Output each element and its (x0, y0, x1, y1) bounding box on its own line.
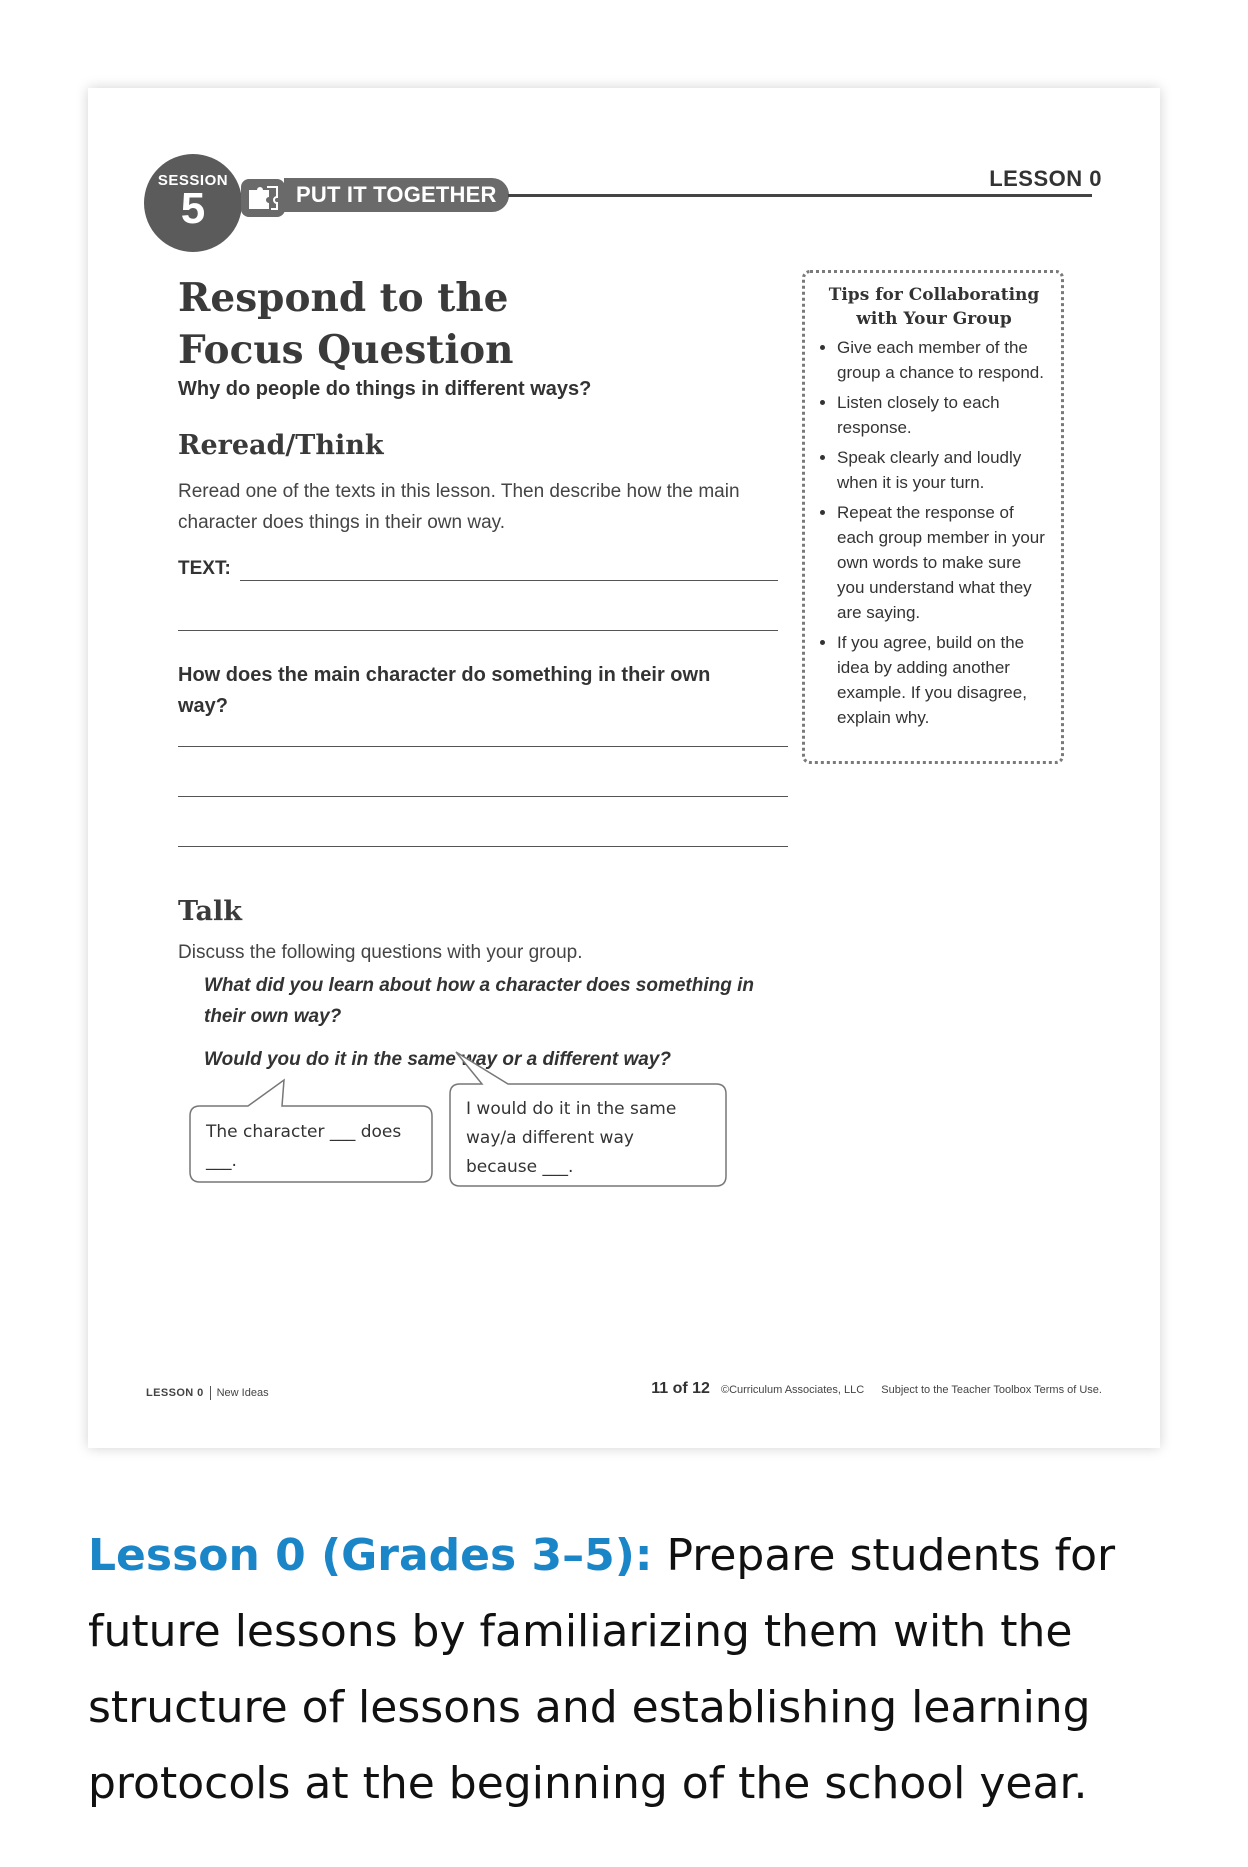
caption (88, 1518, 1168, 1822)
tips-list (817, 335, 1051, 730)
worksheet-page (88, 88, 1160, 1448)
talk-question-2: Would you do it in the same way or a different way? (204, 1049, 671, 1070)
footer-left (146, 1386, 269, 1400)
title-line-2: Focus Question (178, 327, 514, 373)
page-number: 11 of 12 (651, 1380, 710, 1397)
main-question: How does the main character do something in their own way? (178, 664, 711, 717)
session-label: SESSION (157, 172, 229, 189)
caption-lead: Lesson 0 (Grades 3–5): (88, 1530, 653, 1581)
tip-item: • Give each member of the group a chance to respond. (837, 335, 1051, 385)
reread-heading: Reread/Think (178, 430, 384, 461)
tip-item: • Repeat the response of each group member in your own words to make sure you understand what they are saying. (837, 500, 1051, 625)
talk-heading: Talk (178, 896, 242, 927)
focus-question: Why do people do things in different ways? (178, 378, 592, 400)
footer-unit: New Ideas (216, 1386, 269, 1399)
reread-instructions: Reread one of the texts in this lesson. Then describe how the main character does things in their own way. (178, 481, 740, 533)
footer-right (651, 1380, 1102, 1398)
section-label: PUT IT TOGETHER (284, 178, 509, 212)
tip-item: • Speak clearly and loudly when it is your turn. (837, 445, 1051, 495)
footer-divider (210, 1386, 211, 1400)
talk-question-1: What did you learn about how a character does something in their own way? (204, 975, 755, 1027)
speech-bubble-right-text: I would do it in the same way/a different way because ___. (466, 1099, 677, 1177)
text-label: TEXT: (178, 558, 231, 579)
tip-item: • Listen closely to each response. (837, 390, 1051, 440)
tips-title: Tips for Collaborating with Your Group (828, 285, 1040, 329)
footer-lesson: LESSON 0 (146, 1386, 204, 1399)
title-line-1: Respond to the (178, 275, 509, 321)
tips-box (802, 270, 1064, 764)
footer-terms: Subject to the Teacher Toolbox Terms of Use. (881, 1384, 1102, 1396)
tip-item: • If you agree, build on the idea by adding another example. If you disagree, explain why. (837, 630, 1051, 730)
speech-bubble-left-text: The character ___ does ___. (206, 1122, 402, 1171)
lesson-tag: LESSON 0 (989, 166, 1102, 191)
footer-copyright: ©Curriculum Associates, LLC (720, 1384, 865, 1396)
talk-intro: Discuss the following questions with your group. (178, 942, 583, 963)
caption-text: Prepare students for future lessons by familiarizing them with the structure of lessons and establishing learning protocols at the beginning of the school year. (88, 1530, 1116, 1809)
session-number: 5 (180, 184, 206, 233)
